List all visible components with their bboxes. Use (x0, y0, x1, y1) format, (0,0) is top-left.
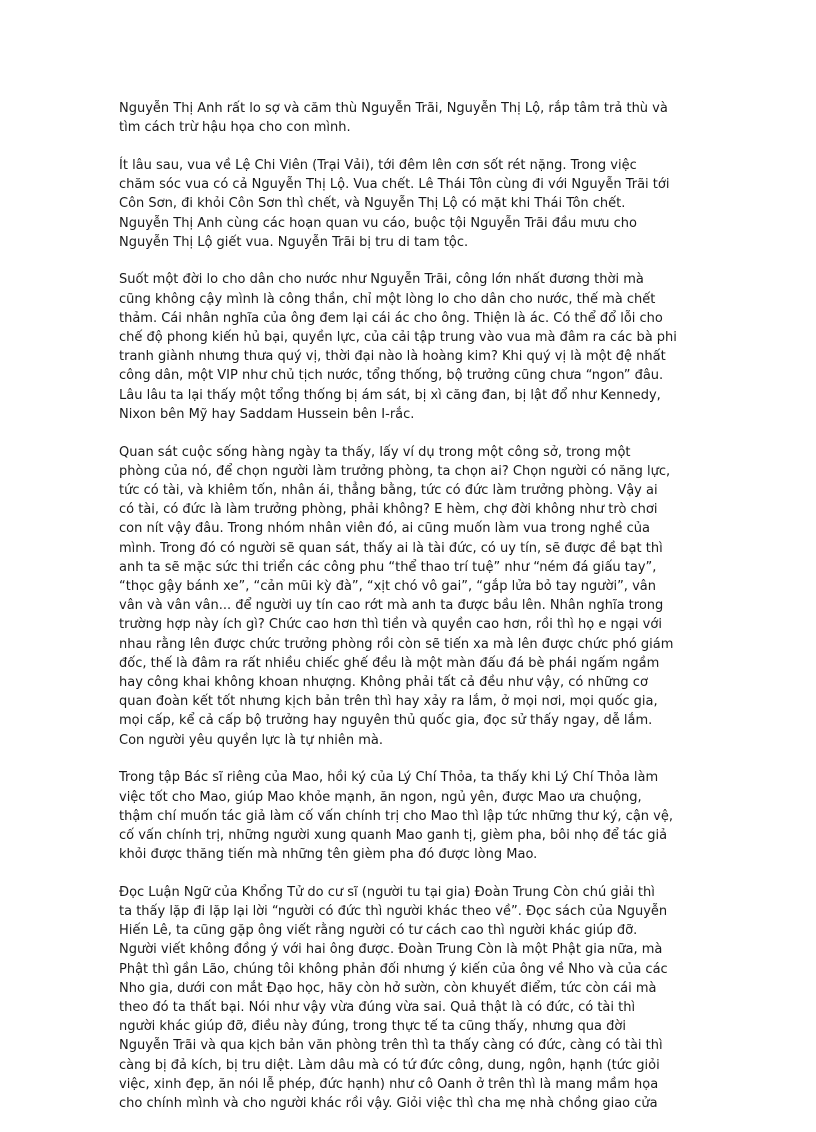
text-line: “thọc gậy bánh xe”, “cản mũi kỳ đà”, “xịt chó vô gai”, “gắp lửa bỏ tay người”, vân (119, 578, 656, 594)
text-line: Lâu lâu ta lại thấy một tổng thống bị ám sát, bị xì căng đan, bị lật đổ như Kennedy, (119, 387, 661, 403)
text-line: Nho gia, dưới con mắt Đạo học, hãy còn hở sườn, còn khuyết điểm, tức còn cái mà (119, 980, 657, 996)
text-line: Nguyễn Thị Lộ giết vua. Nguyễn Trãi bị tru di tam tộc. (119, 234, 469, 250)
text-line: người khác giúp đỡ, điều này đúng, trong thực tế ta cũng thấy, nhưng qua đời (119, 1019, 626, 1035)
text-line: Phật thì gần Lão, chúng tôi không phản đối nhưng ý kiến của ông về Nho và của các (119, 961, 668, 977)
text-line: tìm cách trừ hậu họa cho con mình. (119, 120, 351, 136)
text-line: Suốt một đời lo cho dân cho nước như Nguyễn Trãi, công lớn nhất đương thời mà (119, 272, 644, 288)
text-line: cho chính mình và cho người khác rồi vậy. Giỏi việc thì cha mẹ nhà chồng giao cửa (119, 1096, 658, 1112)
text-line: Côn Sơn, đi khỏi Côn Sơn thì chết, và Nguyễn Thị Lộ có mặt khi Thái Tôn chết. (119, 196, 626, 212)
text-line: Nguyễn Thị Anh rất lo sợ và căm thù Nguyễn Trãi, Nguyễn Thị Lộ, rắp tâm trả thù và (119, 101, 668, 116)
text-line: thảm. Cái nhân nghĩa của ông đem lại cái ác cho ông. Thiện là ác. Có thể đổ lỗi cho (119, 310, 663, 326)
text-line: tranh giành nhưng thưa quý vị, thời đại nào là hoàng kim? Khi quý vị là một đệ nhất (119, 349, 666, 365)
text-line: việc tốt cho Mao, giúp Mao khỏe mạnh, ăn ngon, ngủ yên, được Mao ưa chuộng, (119, 789, 642, 805)
text-line: chăm sóc vua có cả Nguyễn Thị Lộ. Vua chết. Lê Thái Tôn cùng đi với Nguyễn Trãi tới (119, 177, 670, 193)
text-line: khỏi được thăng tiến mà những tên gièm pha đó được lòng Mao. (119, 847, 538, 863)
text-line: mọi cấp, kể cả cấp bộ trưởng hay nguyên thủ quốc gia, đọc sử thấy ngay, dễ lắm. (119, 713, 653, 729)
text-line: Trong tập Bác sĩ riêng của Mao, hồi ký của Lý Chí Thỏa, ta thấy khi Lý Chí Thỏa làm (119, 770, 659, 786)
text-line: nhau rằng lên được chức trưởng phòng rồi còn sẽ tiến xa mà lên được chức phó giám (119, 636, 674, 652)
text-line: Quan sát cuộc sống hàng ngày ta thấy, lấy ví dụ trong một công sở, trong một (119, 444, 631, 460)
text-line: thậm chí muốn tác giả làm cố vấn chính trị cho Mao thì lập tức những thư ký, cận vệ, (119, 808, 673, 824)
paragraph (119, 768, 705, 864)
document-body (119, 99, 705, 1132)
text-line: Ít lâu sau, vua về Lệ Chi Viên (Trại Vải), tới đêm lên cơn sốt rét nặng. Trong việc (119, 157, 637, 173)
text-line: phòng của nó, để chọn người làm trưởng phòng, ta chọn ai? Chọn người có năng lực, (119, 463, 671, 479)
text-line: càng bị đả kích, bị tru diệt. Làm dâu mà có tứ đức công, dung, ngôn, hạnh (tức giỏi (119, 1057, 660, 1073)
text-line: công dân, một VIP như chủ tịch nước, tổng thống, bộ trưởng cũng chưa “ngon” đâu. (119, 368, 664, 384)
text-line: cũng không cậy mình là công thần, chỉ một lòng lo cho dân cho nước, thế mà chết (119, 291, 656, 307)
text-line: quan đoàn kết tốt nhưng kịch bản trên thì hay xảy ra lắm, ở mọi nơi, mọi quốc gia, (119, 694, 658, 710)
text-line: Nguyễn Thị Anh cùng các hoạn quan vu cáo, buộc tội Nguyễn Trãi đầu mưu cho (119, 215, 637, 231)
text-line: có tài, có đức là làm trưởng phòng, phải không? E hèm, chợ đời không như trò chơi (119, 502, 658, 518)
text-line: mình. Trong đó có người sẽ quan sát, thấy ai là tài đức, có uy tín, sẽ được đề bạt thì (119, 540, 663, 556)
text-line: đốc, thế là đâm ra rất nhiều chiếc ghế đều là một màn đấu đá bè phái ngấm ngầm (119, 655, 660, 671)
text-line: trường hợp này ích gì? Chức cao hơn thì tiền và quyền cao hơn, rồi thì họ e ngại với (119, 617, 662, 633)
text-line: Người viết không đồng ý với hai ông được. Đoàn Trung Còn là một Phật gia nữa, mà (119, 942, 663, 958)
text-line: Con người yêu quyền lực là tự nhiên mà. (119, 732, 383, 748)
paragraph (119, 99, 705, 137)
text-line: vân và vân vân... để người uy tín cao rớt mà anh ta được bầu lên. Nhân nghĩa trong (119, 598, 664, 614)
paragraph (119, 443, 705, 750)
paragraph (119, 883, 705, 1113)
text-line: theo đó ta thất bại. Nói như vậy vừa đúng vừa sai. Quả thật là có đức, có tài thì (119, 1000, 636, 1016)
text-line: Nixon bên Mỹ hay Saddam Hussein bên I-rắc. (119, 406, 415, 422)
text-line: hay công khai không khoan nhượng. Không phải tất cả đều như vậy, có những cơ (119, 674, 648, 690)
text-line: Nguyễn Trãi và qua kịch bản văn phòng trên thì ta thấy càng có đức, càng có tài thì (119, 1038, 663, 1054)
paragraph (119, 270, 705, 424)
text-line: anh ta sẽ mặc sức thi triển các công phu “thể thao trí tuệ” như “ném đá giấu tay”, (119, 559, 657, 575)
text-line: Đọc Luận Ngữ của Khổng Tử do cư sĩ (người tu tại gia) Đoàn Trung Còn chú giải thì (119, 884, 655, 900)
paragraph (119, 156, 705, 252)
text-line: ta thấy lặp đi lặp lại lời “người có đức thì người khác theo về”. Đọc sách của Nguyễn (119, 904, 668, 920)
text-line: việc, xinh đẹp, ăn nói lễ phép, đức hạnh) như cô Oanh ở trên thì là mang mầm họa (119, 1076, 659, 1092)
text-line: Hiến Lê, ta cũng gặp ông viết rằng người có tư cách cao thì người khác giúp đỡ. (119, 923, 638, 939)
text-line: chế độ phong kiến hủ bại, quyền lực, của cải tập trung vào vua mà đâm ra các bà phi (119, 330, 677, 346)
text-line: tức có tài, và khiêm tốn, nhân ái, thẳng bằng, tức có đức làm trưởng phòng. Vậy ai (119, 482, 658, 498)
text-line: cố vấn chính trị, những người xung quanh Mao ganh tị, gièm pha, bôi nhọ để tác giả (119, 827, 668, 843)
text-line: con nít vậy đâu. Trong nhóm nhân viên đó, ai cũng muốn làm vua trong nghề của (119, 521, 650, 537)
